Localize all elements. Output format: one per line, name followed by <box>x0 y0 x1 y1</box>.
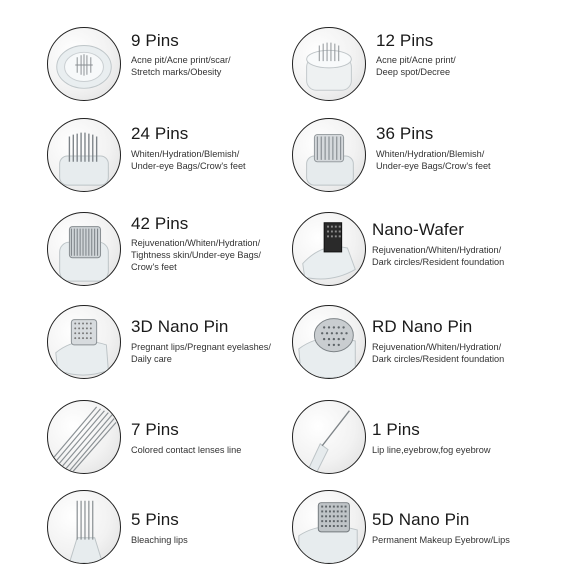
description-line: Colored contact lenses line <box>131 445 242 455</box>
cartridge-item <box>292 490 578 586</box>
description-line: Stretch marks/Obesity <box>131 67 222 77</box>
description-line: Acne pit/Acne print/ <box>376 55 456 65</box>
description-line: Whiten/Hydration/Blemish/ <box>131 149 240 159</box>
item-title: 1 Pins <box>372 420 420 439</box>
item-title: 36 Pins <box>376 124 434 143</box>
item-description <box>372 444 572 456</box>
item-title: Nano-Wafer <box>372 220 465 239</box>
42-pins-needle-icon <box>47 212 121 286</box>
item-description <box>376 148 576 172</box>
description-line: Crow's feet <box>131 262 177 272</box>
item-description <box>372 534 572 546</box>
description-line: Permanent Makeup Eyebrow/Lips <box>372 535 510 545</box>
cartridge-item <box>292 305 578 401</box>
5-pins-needle-icon <box>47 490 121 564</box>
description-line: Bleaching lips <box>131 535 188 545</box>
cartridge-item <box>292 118 578 214</box>
item-title: 42 Pins <box>131 214 189 233</box>
description-line: Rejuvenation/Whiten/Hydration/ <box>372 245 502 255</box>
item-title: RD Nano Pin <box>372 317 473 336</box>
7-pins-needle-icon <box>47 400 121 474</box>
description-line: Deep spot/Decree <box>376 67 451 77</box>
description-line: Under-eye Bags/Crow's feet <box>376 161 491 171</box>
description-line: Rejuvenation/Whiten/Hydration/ <box>131 238 261 248</box>
description-line: Dark circles/Resident foundation <box>372 354 505 364</box>
rd-nano-pin-icon <box>292 305 366 379</box>
item-title: 5 Pins <box>131 510 179 529</box>
item-title: 7 Pins <box>131 420 179 439</box>
9-pins-needle-icon <box>47 27 121 101</box>
item-title: 9 Pins <box>131 31 179 50</box>
1-pin-needle-icon <box>292 400 366 474</box>
36-pins-needle-icon <box>292 118 366 192</box>
12-pins-needle-icon <box>292 27 366 101</box>
cartridge-item <box>292 212 578 308</box>
5d-nano-pin-icon <box>292 490 366 564</box>
description-line: Tightness skin/Under-eye Bags/ <box>131 250 261 260</box>
item-title: 5D Nano Pin <box>372 510 470 529</box>
cartridge-item <box>292 27 578 123</box>
cartridge-item <box>292 400 578 496</box>
description-line: Pregnant lips/Pregnant eyelashes/ <box>131 342 271 352</box>
item-title: 3D Nano Pin <box>131 317 229 336</box>
description-line: Acne pit/Acne print/scar/ <box>131 55 231 65</box>
description-line: Lip line,eyebrow,fog eyebrow <box>372 445 491 455</box>
3d-nano-pin-icon <box>47 305 121 379</box>
description-line: Under-eye Bags/Crow's feet <box>131 161 246 171</box>
description-line: Daily care <box>131 354 172 364</box>
24-pins-needle-icon <box>47 118 121 192</box>
description-line: Rejuvenation/Whiten/Hydration/ <box>372 342 502 352</box>
item-title: 24 Pins <box>131 124 189 143</box>
description-line: Whiten/Hydration/Blemish/ <box>376 149 485 159</box>
item-description <box>372 341 572 365</box>
item-description <box>376 54 576 78</box>
description-line: Dark circles/Resident foundation <box>372 257 505 267</box>
nano-wafer-needle-icon <box>292 212 366 286</box>
item-description <box>372 244 572 268</box>
item-title: 12 Pins <box>376 31 434 50</box>
